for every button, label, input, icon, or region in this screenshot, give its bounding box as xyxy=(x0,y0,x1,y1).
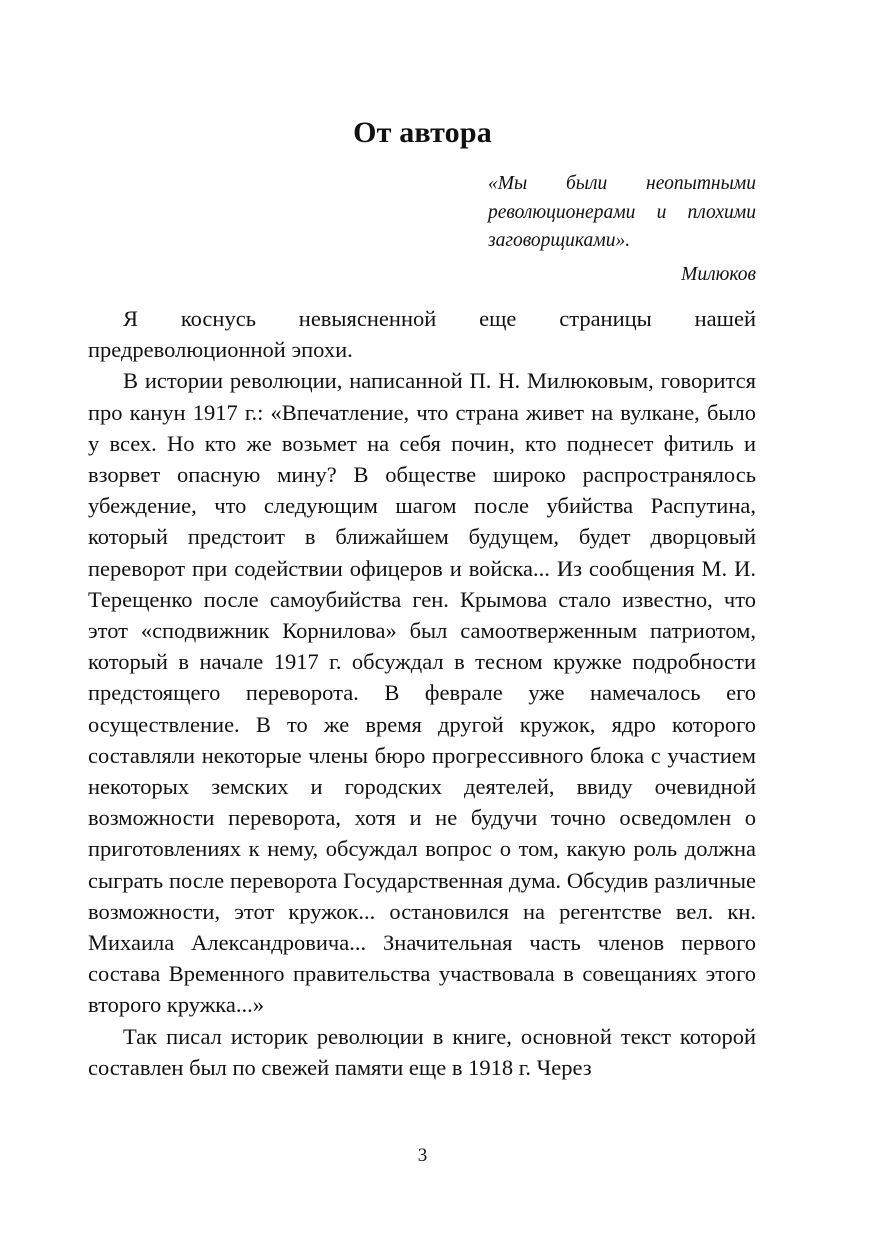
body-text xyxy=(88,303,756,1083)
page-number: 3 xyxy=(417,1145,428,1166)
paragraph: В истории революции, написанной П. Н. Милюковым, говорится про канун 1917 г.: «Впечатление, что страна живет на вулкане, было у всех. Но кто же возьмет на себя почин, кто поднесет фитиль и взорвет опасную мину? В обществе широко распространялось убеждение, что следующим шагом после убийства Распутина, который предстоит в ближайшем будущем, будет дворцовый переворот при содействии офицеров и войска... Из сообщения М. И. Терещенко после самоубийства ген. Крымова стало известно, что этот «сподвижник Корнилова» был самоотверженным патриотом, который в начале 1917 г. обсуждал в тесном кружке подробности предстоящего переворота. В феврале уже намечалось его осуществление. В то же время другой кружок, ядро которого составляли некоторые члены бюро прогрессивного блока с участием некоторых земских и городских деятелей, ввиду очевидной возможности переворота, хотя и не будучи точно осведомлен о приготовлениях к нему, обсуждал вопрос о том, какую роль должна сыграть после переворота Государственная дума. Обсудив различные возможности, этот кружок... остановился на регентстве вел. кн. Михаила Александровича... Значительная часть членов первого состава Временного правительства участвовала в совещаниях этого второго кружка...» xyxy=(88,368,756,1018)
epigraph-author: Милюков xyxy=(681,264,756,285)
chapter-title: От автора xyxy=(353,116,492,149)
paragraph: Так писал историк революции в книге, основной текст которой составлен был по свежей памяти еще в 1918 г. Через xyxy=(88,1023,756,1080)
epigraph-quote: «Мы были неопытными революционерами и плохими заговорщиками». xyxy=(488,173,756,251)
paragraph: Я коснусь невыясненной еще страницы нашей предреволюционной эпохи. xyxy=(88,306,756,363)
